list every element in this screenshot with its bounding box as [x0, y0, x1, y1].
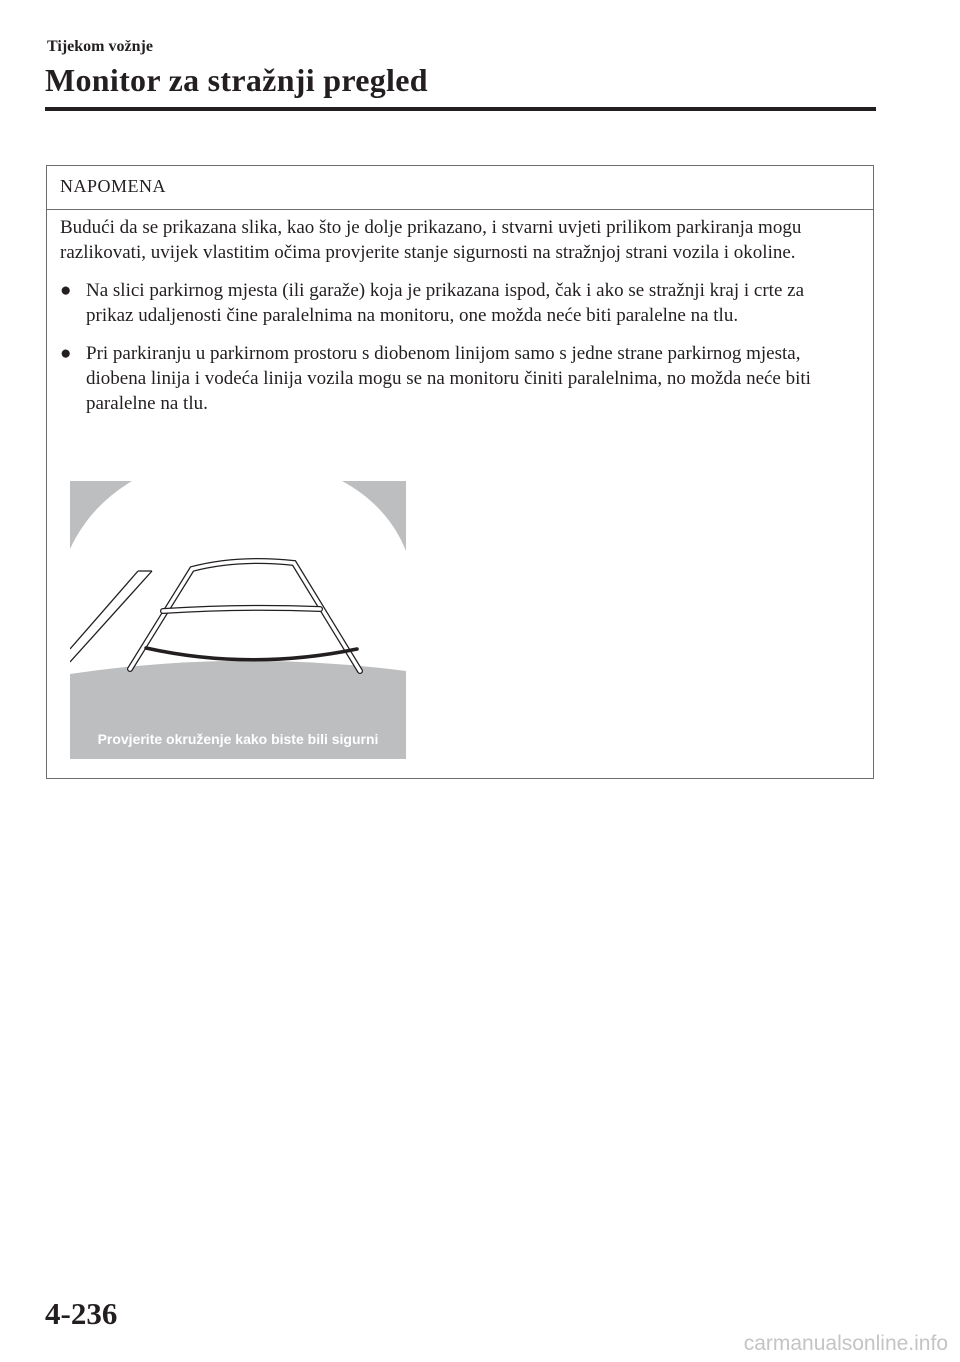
- note-box: [46, 165, 874, 779]
- list-item: [60, 341, 853, 416]
- title-rule: [45, 107, 876, 111]
- page-title: Monitor za stražnji pregled: [45, 62, 428, 98]
- bullet-text: Pri parkiranju u parkirnom prostoru s diobenom linijom samo s jedne strane parkirnog mjesta, diobena linija i vodeća linija vozila mogu se na monitoru činiti paralelnima, no možda neće biti paralelne na tlu.: [86, 343, 811, 414]
- bullet-icon: ●: [60, 343, 72, 364]
- watermark: carmanualsonline.info: [743, 1332, 948, 1355]
- figure-caption: Provjerite okruženje kako biste bili sigurni: [97, 731, 379, 747]
- note-heading: NAPOMENA: [47, 166, 873, 210]
- page-number: 4-236: [45, 1296, 118, 1331]
- note-body: [47, 210, 873, 416]
- note-intro: Budući da se prikazana slika, kao što je dolje prikazano, i stvarni uvjeti prilikom parkiranja mogu razlikovati, uvijek vlastitim očima provjerite stanje sigurnosti na stražnjoj strani vozila i okoline.: [60, 217, 802, 263]
- bullet-text: Na slici parkirnog mjesta (ili garaže) koja je prikazana ispod, čak i ako se stražnji kraj i crte za prikaz udaljenosti čine paralelnima na monitoru, one možda neće biti paralelne na tlu.: [86, 280, 805, 326]
- bullet-icon: ●: [60, 280, 72, 301]
- list-item: [60, 278, 853, 328]
- rear-view-monitor-illustration: [70, 481, 406, 759]
- monitor-screen-graphic: [70, 481, 406, 759]
- section-label: Tijekom vožnje: [47, 38, 153, 55]
- note-bullet-list: [60, 278, 853, 416]
